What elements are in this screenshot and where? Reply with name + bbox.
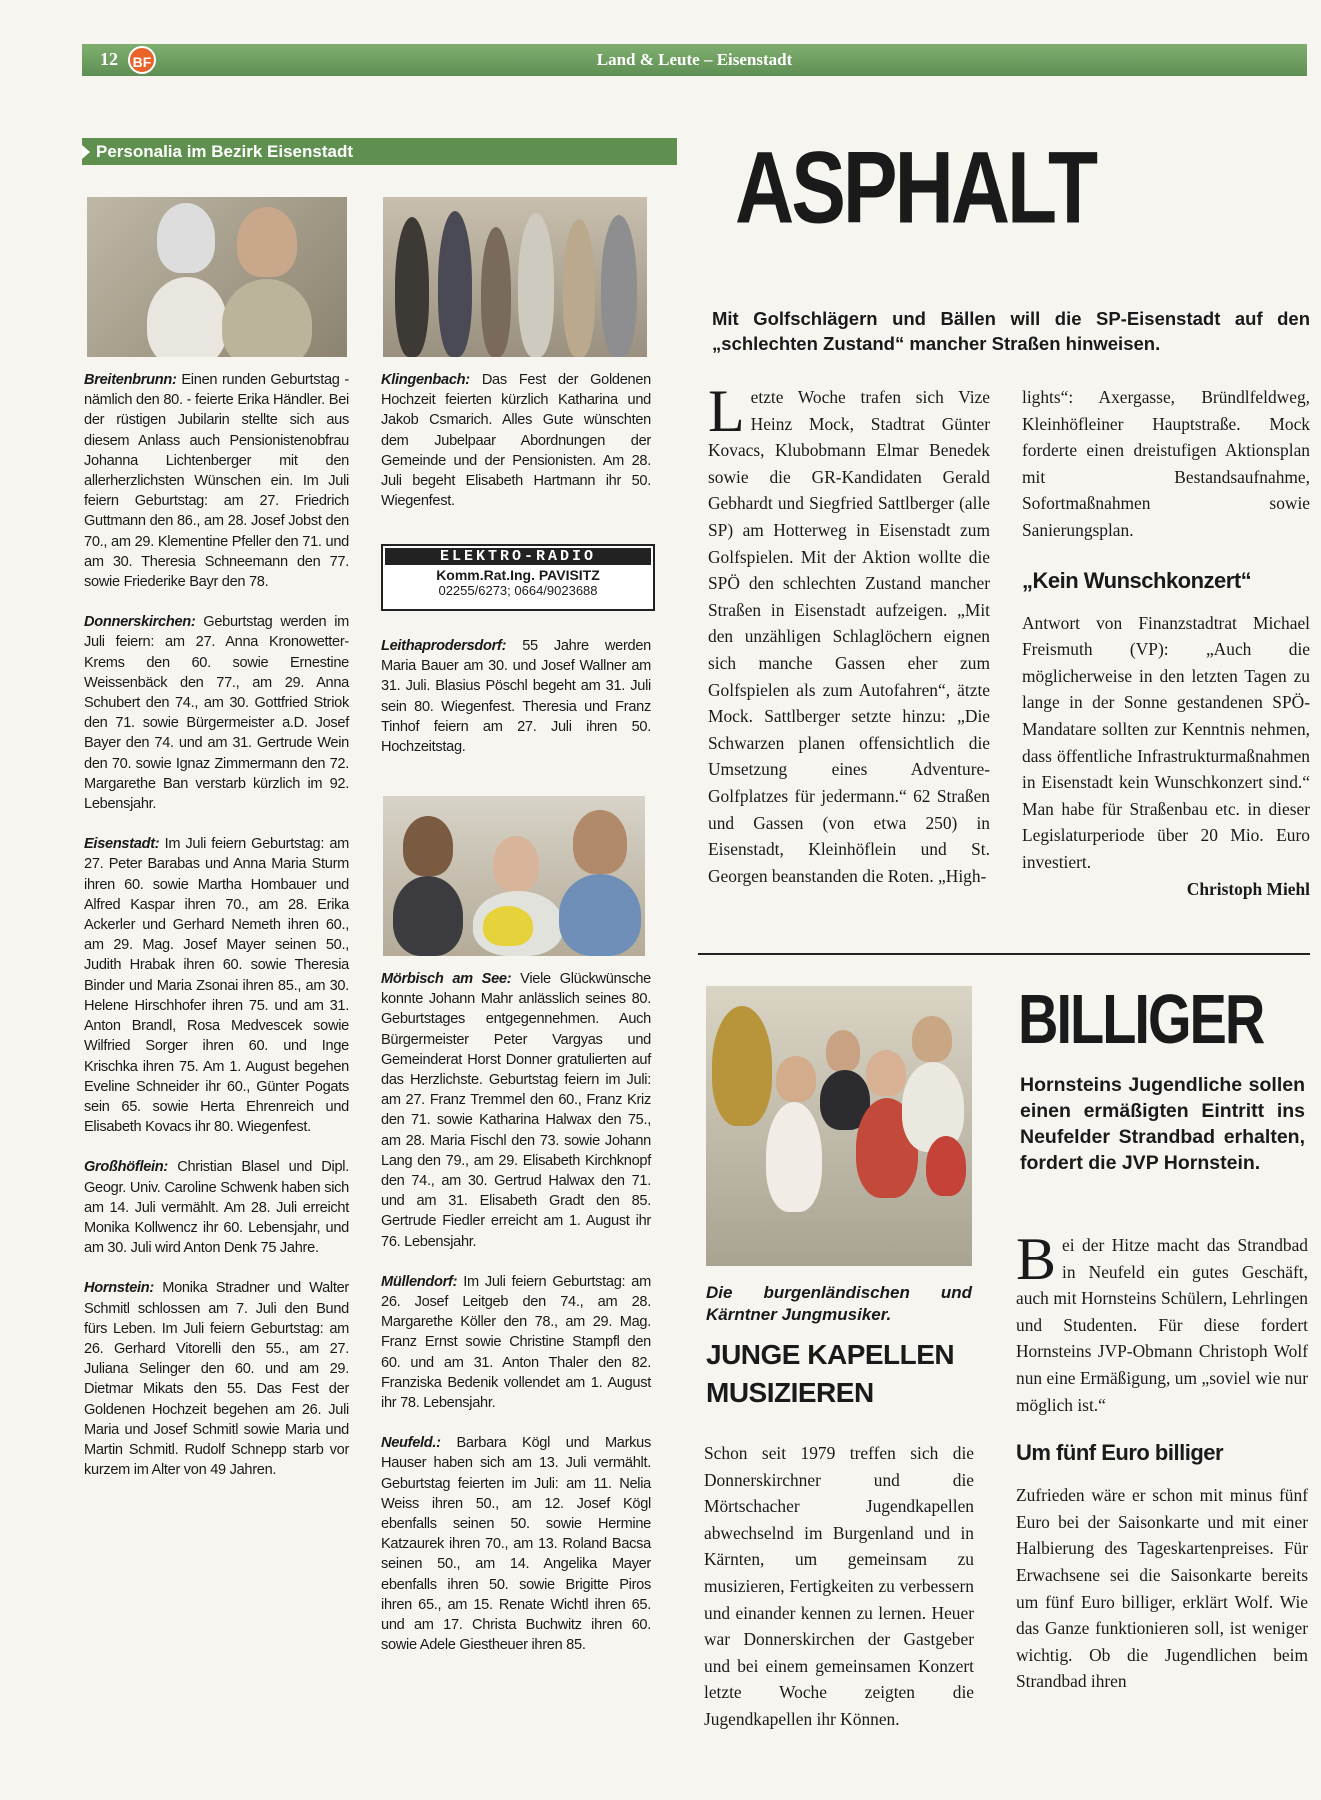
- billiger-drop-cap: B: [1016, 1226, 1057, 1292]
- advert-line-3: 02255/6273; 0664/9023688: [438, 583, 598, 598]
- entry-grosshoeflein: Großhöflein: Christian Blasel und Dipl. Geogr. Univ. Caroline Schwenk haben sich am 14. Juli vermählt. Am 28. Juli erreicht Monika Kollwencz ihr 60. Lebensjahr, und am 30. Juli wird Anton Denk 75 Jahre.: [84, 1159, 349, 1257]
- entry-eisenstadt: Eisenstadt: Im Juli feiern Geburtstag: am 27. Peter Barabas und Anna Maria Sturm ihren 60. sowie Martha Hombauer und Alfred Kaspar ihren 70., am 28. Erika Ackerler und Gerhard Nemeth ihren 60., am 29. Mag. Josef Mayer seinen 50., Judith Hrabak ihren 60. sowie Theresia Binder und Maria Zsonai ihren 85., am 30. Helene Hirschhofer ihren 75. und am 31. Anton Brandl, Rosa Medvescek sowie Wilfried Sorger ihren 60. und Inge Krischka ihren 75. Am 1. August begehen Eveline Schneider ihr 60., Günter Pogats sein 65. sowie Herta Ehrenreich und Elisabeth Kovacs ihr 80. Wiegenfest.: [84, 836, 349, 1136]
- asphalt-column-2: [1022, 384, 1310, 902]
- asphalt-headline: ASPHALT: [735, 131, 1096, 245]
- photo-breitenbrunn: [87, 197, 347, 357]
- entry-moerbisch: Mörbisch am See: Viele Glückwünsche konnte Johann Mahr anlässlich seines 80. Geburtstages entgegennehmen. Auch Bürgermeister Peter Vargyas und Gemeinderat Horst Donner gratulierten auf das Herzlichste. Geburtstag feiern im Juli: am 27. Franz Tremmel den 60., Franz Kriz den 71. sowie Katharina Halwax den 75., am 28. Maria Fischl den 73. sowie Johann Lang den 79., am 29. Elisabeth Kirchknopf den 74., am 30. Gertrud Halwax den 71. und am 31. Elisabeth Gradt den 85. Gertrude Fiedler erreicht am 1. August ihr 76. Lebensjahr.: [381, 971, 651, 1250]
- advert-elektro-radio: [381, 544, 655, 611]
- billiger-body-2: Zufrieden wäre er schon mit minus fünf Euro bei der Saisonkarte und mit einer Halbierung des Tageskartenpreises. Für Erwachsene sei die Saisonkarte bereits um fünf Euro billiger, erklärt Wolf. Wie das Ganze funktionieren soll, ist weniger wichtig. Ob die Jugendlichen beim Strandbad ihren: [1016, 1485, 1308, 1692]
- billiger-headline: BILLIGER: [1018, 979, 1264, 1058]
- advert-line-1: ELEKTRO-RADIO: [385, 548, 651, 565]
- personalia-bar: [82, 138, 677, 165]
- entry-klingenbach: Klingenbach: Das Fest der Goldenen Hochzeit feierten kürzlich Katharina und Jakob Csmarich. Alles Gute wünschten dem Jubelpaar Abordnungen der Gemeinde und der Pensionisten. Am 28. Juli begeht Elisabeth Hartmann ihr 50. Wiegenfest.: [381, 372, 651, 510]
- publication-logo: BF: [128, 46, 156, 74]
- asphalt-body-1: etzte Woche trafen sich Vize Heinz Mock, Stadtrat Günter Kovacs, Klubobmann Elmar Benedek sowie die GR-Kandidaten Gerald Gebhardt und Siegfried Sattlberger (alle SP) am Hotterweg in Eisenstadt zum Golfspielen. Mit der Aktion wollte die SPÖ den schlechten Zustand mancher Straßen in Eisenstadt aufzeigen. „Mit den unzähligen Schlaglöchern eignen sich manche Gassen eher zum Golfspielen als zum Autofahren“, ätzte Mock. Sattlberger setzte hinzu: „Die Schwarzen planen offensichtlich die Umsetzung eines Adventure-Golfplatzes für jedermann.“ 62 Straßen und Gassen (von etwa 250) in Eisenstadt, Kleinhöflein und St. Georgen beanstanden die Roten. „High-: [708, 387, 990, 886]
- personalia-column-2b: [381, 636, 651, 777]
- arrow-icon: [82, 145, 90, 159]
- personalia-column-2a: [381, 370, 651, 531]
- billiger-subhead: Um fünf Euro billiger: [1016, 1440, 1224, 1466]
- entry-neufeld: Neufeld.: Barbara Kögl und Markus Hauser haben sich am 13. Juli vermählt. Geburtstag feierten im Juli: am 11. Nelia Weiss ihren 50., am 12. Josef Kögl ebenfalls seinen 50. sowie Hermine Katzaurek ihren 70., am 13. Roland Bacsa seinen 50., am 14. Angelika Mayer ebenfalls ihren 50. sowie Brigitte Piros ihren 65., am 15. Renate Wichtl ihren 65. und am 17. Christa Buchwitz ihren 60. sowie Adele Giestheuer ihren 85.: [381, 1435, 651, 1654]
- asphalt-column-1: [708, 378, 990, 889]
- billiger-lead: Hornsteins Jugendliche sollen einen ermäßigten Eintritt ins Neufelder Strandbad erhalten, fordert die JVP Hornstein.: [1020, 1074, 1305, 1174]
- advert-line-2: Komm.Rat.Ing. PAVISITZ: [436, 567, 600, 583]
- personalia-column-1: [84, 370, 349, 1500]
- asphalt-subhead: „Kein Wunschkonzert“: [1022, 567, 1252, 593]
- personalia-title: Personalia im Bezirk Eisenstadt: [96, 142, 353, 161]
- page-number: 12: [100, 49, 118, 69]
- section-title: Land & Leute – Eisenstadt: [596, 50, 793, 69]
- entry-breitenbrunn: Breitenbrunn: Einen runden Geburtstag - nämlich den 80. - feierte Erika Händler. Bei der rüstigen Jubilarin stellte sich aus diesem Anlass auch Pensionistenobfrau Johanna Lichtenberger mit den allerherzlichsten Wünschen ein. Im Juli feiern Geburtstag: am 27. Friedrich Guttmann den 86., am 28. Josef Jobst den 70., am 29. Klementine Pfeller den 71. und am 30. Theresia Schneemann den 77. sowie Friederike Bayr den 78.: [84, 372, 349, 591]
- asphalt-author: Christoph Miehl: [1186, 878, 1310, 899]
- kapellen-headline: JUNGE KAPELLEN MUSIZIEREN: [706, 1339, 955, 1408]
- kapellen-body: Schon seit 1979 treffen sich die Donnerskirchner und die Mörtschacher Jugendkapellen abwechselnd im Burgenland und in Kärnten, um gemeinsam zu musizieren, Fertigkeiten zu verbessern und einander kennen zu lernen. Heuer war Donnerskirchen der Gastgeber und bei einem gemeinsamen Konzert letzte Woche zeigten die Jugendkapellen ihr Können.: [704, 1443, 974, 1729]
- asphalt-body-3: Antwort von Finanzstadtrat Michael Freismuth (VP): „Auch die möglicherweise in den letzten Tagen zu lange in der Sonne gestandenen SPÖ-Mandatare sollten zur Kenntnis nehmen, dass öffentliche Infrastrukturmaßnahmen in Eisenstadt kein Wunschkonzert sind.“ Man habe für Straßenbau etc. in dieser Legislaturperiode über 20 Mio. Euro investiert.: [1022, 612, 1310, 872]
- photo-klingenbach: [383, 197, 647, 357]
- asphalt-body-2: lights“: Axergasse, Bründlfeldweg, Kleinhöfleiner Hauptstraße. Mock forderte einen dreistufigen Aktionsplan mit Bestandsaufnahme, Sofortmaßnahmen sowie Sanierungsplan.: [1022, 387, 1310, 540]
- entry-hornstein: Hornstein: Monika Stradner und Walter Schmitl schlossen am 7. Juli den Bund fürs Leben. Im Juli feiern Geburtstag: am 26. Gerhard Vitorelli den 55., am 27. Juliana Selinger den 60. und am 29. Dietmar Mikats den 55. Das Fest der Goldenen Hochzeit begehen am 26. Juli Maria und Josef Schmitl sowie Maria und Martin Schmitl. Rudolf Schnepp starb vor kurzem im Alter von 49 Jahren.: [84, 1280, 349, 1479]
- page-header: [82, 44, 1307, 76]
- entry-muellendorf: Müllendorf: Im Juli feiern Geburtstag: am 26. Josef Leitgeb den 74., am 28. Margarethe Köller den 78., am 29. Mag. Franz Ernst sowie Christine Stampfl den 60. und am 31. Anton Thaler den 82. Franziska Bedenik vollendet am 1. August ihr 78. Lebensjahr.: [381, 1273, 651, 1412]
- billiger-column: [1016, 1226, 1308, 1695]
- entry-donnerskirchen: Donnerskirchen: Geburtstag werden im Juli feiern: am 27. Anna Kronowetter-Krems den 60. sowie Ernestine Weissenbäck den 77., am 29. Anna Schubert den 74., am 30. Gottfried Striok den 71. sowie Bürgermeister a.D. Josef Bayer den 74. und am 31. Gertrude Wein den 70. sowie Ignaz Zimmermann den 72. Margarethe Ban verstarb kürzlich im 92. Lebensjahr.: [84, 614, 349, 813]
- asphalt-drop-cap: L: [708, 378, 745, 444]
- photo-moerbisch: [383, 796, 645, 956]
- personalia-column-2c: [381, 969, 651, 1676]
- kapellen-caption: Die burgenländischen und Kärntner Jungmusiker.: [706, 1283, 972, 1324]
- entry-leithaprodersdorf: Leithaprodersdorf: 55 Jahre werden Maria Bauer am 30. und Josef Wallner am 31. Juli. Blasius Pöschl begeht am 31. Juli sein 80. Wiegenfest. Theresia und Franz Tinhof feiern am 27. Juli ihren 50. Hochzeitstag.: [381, 638, 651, 756]
- divider: [698, 953, 1310, 955]
- asphalt-lead: Mit Golfschlägern und Bällen will die SP-Eisenstadt auf den „schlechten Zustand“ mancher Straßen hinweisen.: [712, 308, 1310, 354]
- billiger-body-1: ei der Hitze macht das Strandbad in Neufeld ein gutes Geschäft, auch mit Hornsteins Schülern, Lehrlingen und Studenten. Für diese fordert Hornsteins JVP-Obmann Christoph Wolf nun eine Ermäßigung, um „soviel wie nur möglich ist.“: [1016, 1235, 1308, 1415]
- photo-jungmusiker: [706, 986, 972, 1266]
